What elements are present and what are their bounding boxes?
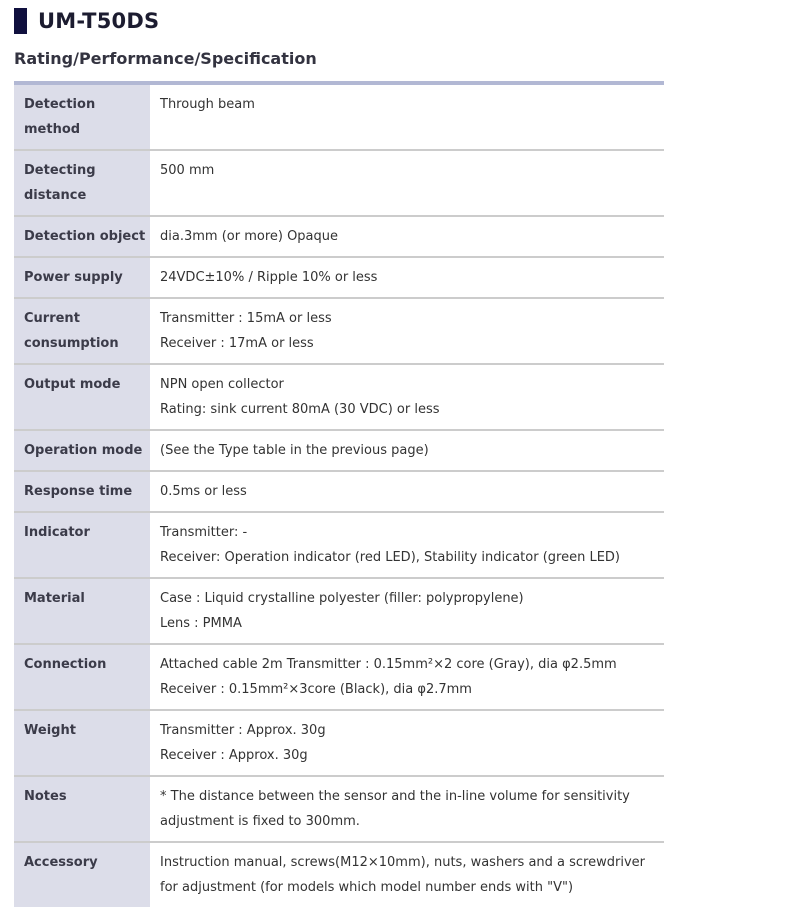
spec-value-line: 24VDC±10% / Ripple 10% or less (160, 270, 378, 285)
spec-label-line: Accessory (24, 855, 98, 870)
table-row (14, 710, 664, 776)
spec-value-line: Lens : PMMA (160, 616, 242, 631)
spec-label-line: Connection (24, 657, 107, 672)
spec-value-cell (150, 644, 664, 710)
page-header (14, 6, 796, 36)
spec-label-line: distance (24, 188, 87, 203)
page-title: UM-T50DS (38, 9, 160, 33)
spec-value-cell (150, 257, 664, 298)
spec-label-line: method (24, 122, 81, 137)
spec-value-line: Through beam (160, 97, 255, 112)
spec-value-line: 0.5ms or less (160, 484, 247, 499)
spec-label-cell (14, 512, 150, 578)
spec-value-line: * The distance between the sensor and the in-line volume for sensitivity (160, 789, 630, 804)
spec-label-cell (14, 298, 150, 364)
table-row (14, 430, 664, 471)
spec-label-line: Power supply (24, 270, 123, 285)
spec-label-line: Detection object (24, 229, 146, 244)
spec-value-cell (150, 776, 664, 842)
table-row (14, 216, 664, 257)
spec-value-cell (150, 364, 664, 430)
spec-value-line: Receiver : Approx. 30g (160, 748, 308, 763)
spec-label-line: Response time (24, 484, 133, 499)
spec-label-line: Output mode (24, 377, 121, 392)
spec-label-line: Notes (24, 789, 67, 804)
table-row (14, 842, 664, 907)
spec-label-line: Detection (24, 97, 96, 112)
spec-label-cell (14, 471, 150, 512)
spec-value-line: Receiver : 0.15mm²×3core (Black), dia φ2.7mm (160, 682, 472, 697)
spec-value-cell (150, 216, 664, 257)
spec-label-line: Indicator (24, 525, 90, 540)
spec-value-line: Case : Liquid crystalline polyester (filler: polypropylene) (160, 591, 524, 606)
spec-value-cell (150, 842, 664, 907)
spec-value-cell (150, 298, 664, 364)
spec-value-line: Attached cable 2m Transmitter : 0.15mm²×2 core (Gray), dia φ2.5mm (160, 657, 617, 672)
spec-label-line: Operation mode (24, 443, 143, 458)
spec-value-line: Transmitter: - (160, 525, 248, 540)
table-row (14, 298, 664, 364)
spec-value-cell (150, 578, 664, 644)
spec-label-cell (14, 842, 150, 907)
spec-label-line: Material (24, 591, 85, 606)
spec-value-cell (150, 710, 664, 776)
table-row (14, 257, 664, 298)
title-marker-icon (14, 8, 27, 34)
spec-value-line: dia.3mm (or more) Opaque (160, 229, 339, 244)
spec-value-cell (150, 512, 664, 578)
spec-label-cell (14, 710, 150, 776)
spec-value-cell (150, 150, 664, 216)
spec-value-cell (150, 430, 664, 471)
table-row (14, 776, 664, 842)
table-row (14, 150, 664, 216)
spec-label-cell (14, 578, 150, 644)
spec-label-cell (14, 257, 150, 298)
spec-value-cell (150, 471, 664, 512)
specification-table (14, 81, 664, 907)
spec-value-line: (See the Type table in the previous page) (160, 443, 429, 458)
spec-value-line: NPN open collector (160, 377, 284, 392)
spec-label-line: Current (24, 311, 80, 326)
spec-label-cell (14, 83, 150, 150)
spec-value-line: 500 mm (160, 163, 215, 178)
spec-value-line: adjustment is fixed to 300mm. (160, 814, 360, 829)
section-heading: Rating/Performance/Specification (14, 49, 317, 68)
spec-label-line: consumption (24, 336, 119, 351)
spec-value-line: Receiver : 17mA or less (160, 336, 314, 351)
table-row (14, 644, 664, 710)
table-row (14, 83, 664, 150)
spec-label-cell (14, 364, 150, 430)
spec-value-line: Transmitter : Approx. 30g (160, 723, 326, 738)
spec-label-cell (14, 776, 150, 842)
spec-value-line: Transmitter : 15mA or less (160, 311, 332, 326)
table-row (14, 364, 664, 430)
table-row (14, 471, 664, 512)
table-row (14, 578, 664, 644)
spec-label-line: Detecting (24, 163, 96, 178)
table-row (14, 512, 664, 578)
spec-label-cell (14, 216, 150, 257)
spec-label-cell (14, 644, 150, 710)
spec-value-line: Instruction manual, screws(M12×10mm), nuts, washers and a screwdriver (160, 855, 645, 870)
spec-value-line: for adjustment (for models which model number ends with "V") (160, 880, 574, 895)
spec-value-line: Receiver: Operation indicator (red LED), Stability indicator (green LED) (160, 550, 620, 565)
spec-label-line: Weight (24, 723, 76, 738)
spec-value-cell (150, 83, 664, 150)
spec-label-cell (14, 150, 150, 216)
spec-label-cell (14, 430, 150, 471)
spec-value-line: Rating: sink current 80mA (30 VDC) or less (160, 402, 440, 417)
